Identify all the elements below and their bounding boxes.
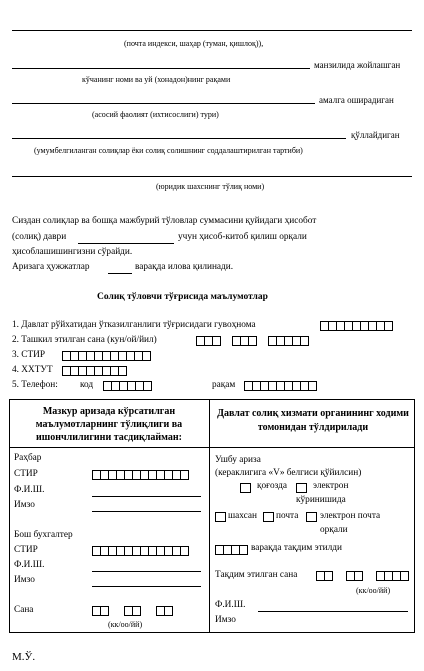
field-stir-label: 3. СТИР	[12, 350, 46, 360]
activity-caption: (асосий фаолият (ихтисослиги) тури)	[92, 110, 219, 119]
submitted-month-cells[interactable]	[346, 571, 362, 581]
email-checkbox[interactable]	[306, 512, 317, 522]
phone-code-label: код	[80, 380, 94, 390]
founded-year-cells[interactable]	[268, 336, 308, 346]
phone-number-cells[interactable]	[244, 381, 316, 391]
head-imzo-label: Имзо	[14, 500, 35, 510]
sign-day-cells[interactable]	[92, 606, 108, 616]
phone-number-label: рақам	[212, 380, 236, 390]
electronic-checkbox[interactable]	[296, 483, 307, 493]
street-line[interactable]	[12, 68, 310, 69]
submitted-day-cells[interactable]	[316, 571, 332, 581]
accountant-fish-line[interactable]	[92, 571, 201, 572]
sign-year-cells[interactable]	[156, 606, 172, 616]
request-line-2a: (солиқ) даври	[12, 232, 67, 242]
address-caption: (почта индекси, шаҳар (туман, қишлоқ)),	[124, 39, 264, 48]
address-line[interactable]	[12, 30, 412, 31]
accountant-imzo-label: Имзо	[14, 575, 35, 585]
right-header: Давлат солиқ хизмати органининг ходими томонидан тўлдирилади	[217, 408, 409, 433]
paper-checkbox[interactable]	[240, 483, 251, 493]
period-blank[interactable]	[78, 243, 174, 244]
founded-day-cells[interactable]	[196, 336, 220, 346]
submitted-sheets-label: варақда тақдим этилди	[251, 543, 342, 553]
head-fish-label: Ф.И.Ш.	[14, 485, 45, 495]
table-header-divider	[9, 447, 415, 448]
field-date-label: 2. Ташкил этилган сана (кун/ой/йил)	[12, 335, 157, 345]
accountant-label: Бош бухгалтер	[14, 530, 73, 540]
in-person-option-label: шахсан	[228, 511, 258, 521]
request-line-3: ҳисоблашишингизни сўрайди.	[12, 247, 133, 257]
head-fish-line[interactable]	[92, 496, 201, 497]
officer-imzo-label: Имзо	[215, 615, 236, 625]
accountant-stir-cells[interactable]	[92, 546, 188, 556]
field-certificate-label: 1. Давлат рўйхатидан ўтказилганлиги тўғрисидаги гувоҳнома	[12, 320, 256, 330]
officer-fish-label: Ф.И.Ш.	[215, 600, 246, 610]
paper-option-label: қоғозда	[257, 481, 287, 491]
tax-regime-line[interactable]	[12, 138, 346, 139]
submitted-date-caption: (кк/оо/йй)	[356, 586, 391, 595]
accountant-fish-label: Ф.И.Ш.	[14, 560, 45, 570]
request-line-1: Сиздан солиқлар ва бошқа мажбурий тўловлар суммасини қуйидаги ҳисобот	[12, 216, 317, 226]
email-option-label: электрон почта	[320, 511, 381, 521]
founded-month-cells[interactable]	[232, 336, 256, 346]
field-phone-label: 5. Телефон:	[12, 380, 58, 390]
electronic-option-label: электрон	[313, 481, 349, 491]
sheets-blank[interactable]	[108, 273, 132, 274]
tax-regime-suffix: қўллайдиган	[351, 130, 400, 140]
submission-title: Ушбу ариза	[215, 455, 261, 465]
activity-suffix: амалга оширадиган	[319, 95, 394, 105]
sign-month-cells[interactable]	[124, 606, 140, 616]
submitted-sheets-cells[interactable]	[215, 545, 247, 555]
xxtut-cells[interactable]	[62, 366, 126, 376]
post-option-label: почта	[276, 511, 299, 521]
in-person-checkbox[interactable]	[215, 512, 226, 522]
email-option-label-2: орқали	[320, 525, 348, 535]
submission-hint: (кераклигига «V» белгиси қўйилсин)	[215, 468, 362, 478]
request-line-4a: Аризага ҳужжатлар	[12, 262, 90, 272]
stir-cells[interactable]	[62, 351, 150, 361]
head-imzo-line[interactable]	[92, 511, 201, 512]
phone-code-cells[interactable]	[103, 381, 151, 391]
tax-regime-caption: (умумбелгиланган солиқлар ёки солиқ солишнинг соддалаштирилган тартиби)	[34, 146, 303, 155]
table-divider-vertical	[209, 399, 210, 633]
street-suffix: манзилида жойлашган	[314, 60, 401, 70]
submitted-date-label: Тақдим этилган сана	[215, 570, 298, 580]
certificate-cells[interactable]	[320, 321, 392, 331]
stamp-place-label: М.Ў.	[12, 651, 36, 663]
street-caption: кўчанинг номи ва уй (хонадон)нинг рақами	[82, 75, 231, 84]
field-xxtut-label: 4. ХХТУТ	[12, 365, 53, 375]
head-stir-cells[interactable]	[92, 470, 188, 480]
date-format-caption: (кк/оо/йй)	[108, 620, 143, 629]
electronic-option-label-2: кўринишида	[296, 495, 346, 505]
accountant-imzo-line[interactable]	[92, 586, 201, 587]
date-label: Сана	[14, 605, 34, 615]
left-header: Мазкур аризада кўрсатилган маълумотларнинг тўлиқлиги ва ишончлилигини тасдиқлайман:	[35, 406, 183, 443]
section-title: Солиқ тўловчи тўғрисида маълумотлар	[97, 292, 268, 302]
submitted-year-cells[interactable]	[376, 571, 408, 581]
request-line-2b: учун ҳисоб-китоб қилиш орқали	[178, 232, 307, 242]
entity-name-caption: (юридик шахснинг тўлиқ номи)	[156, 182, 265, 191]
head-label: Раҳбар	[14, 453, 42, 463]
head-stir-label: СТИР	[14, 469, 38, 479]
request-line-4b: варақда илова қилинади.	[135, 262, 234, 272]
entity-name-line[interactable]	[12, 176, 412, 177]
post-checkbox[interactable]	[263, 512, 274, 522]
officer-fish-line[interactable]	[258, 611, 408, 612]
accountant-stir-label: СТИР	[14, 545, 38, 555]
activity-line[interactable]	[12, 103, 315, 104]
